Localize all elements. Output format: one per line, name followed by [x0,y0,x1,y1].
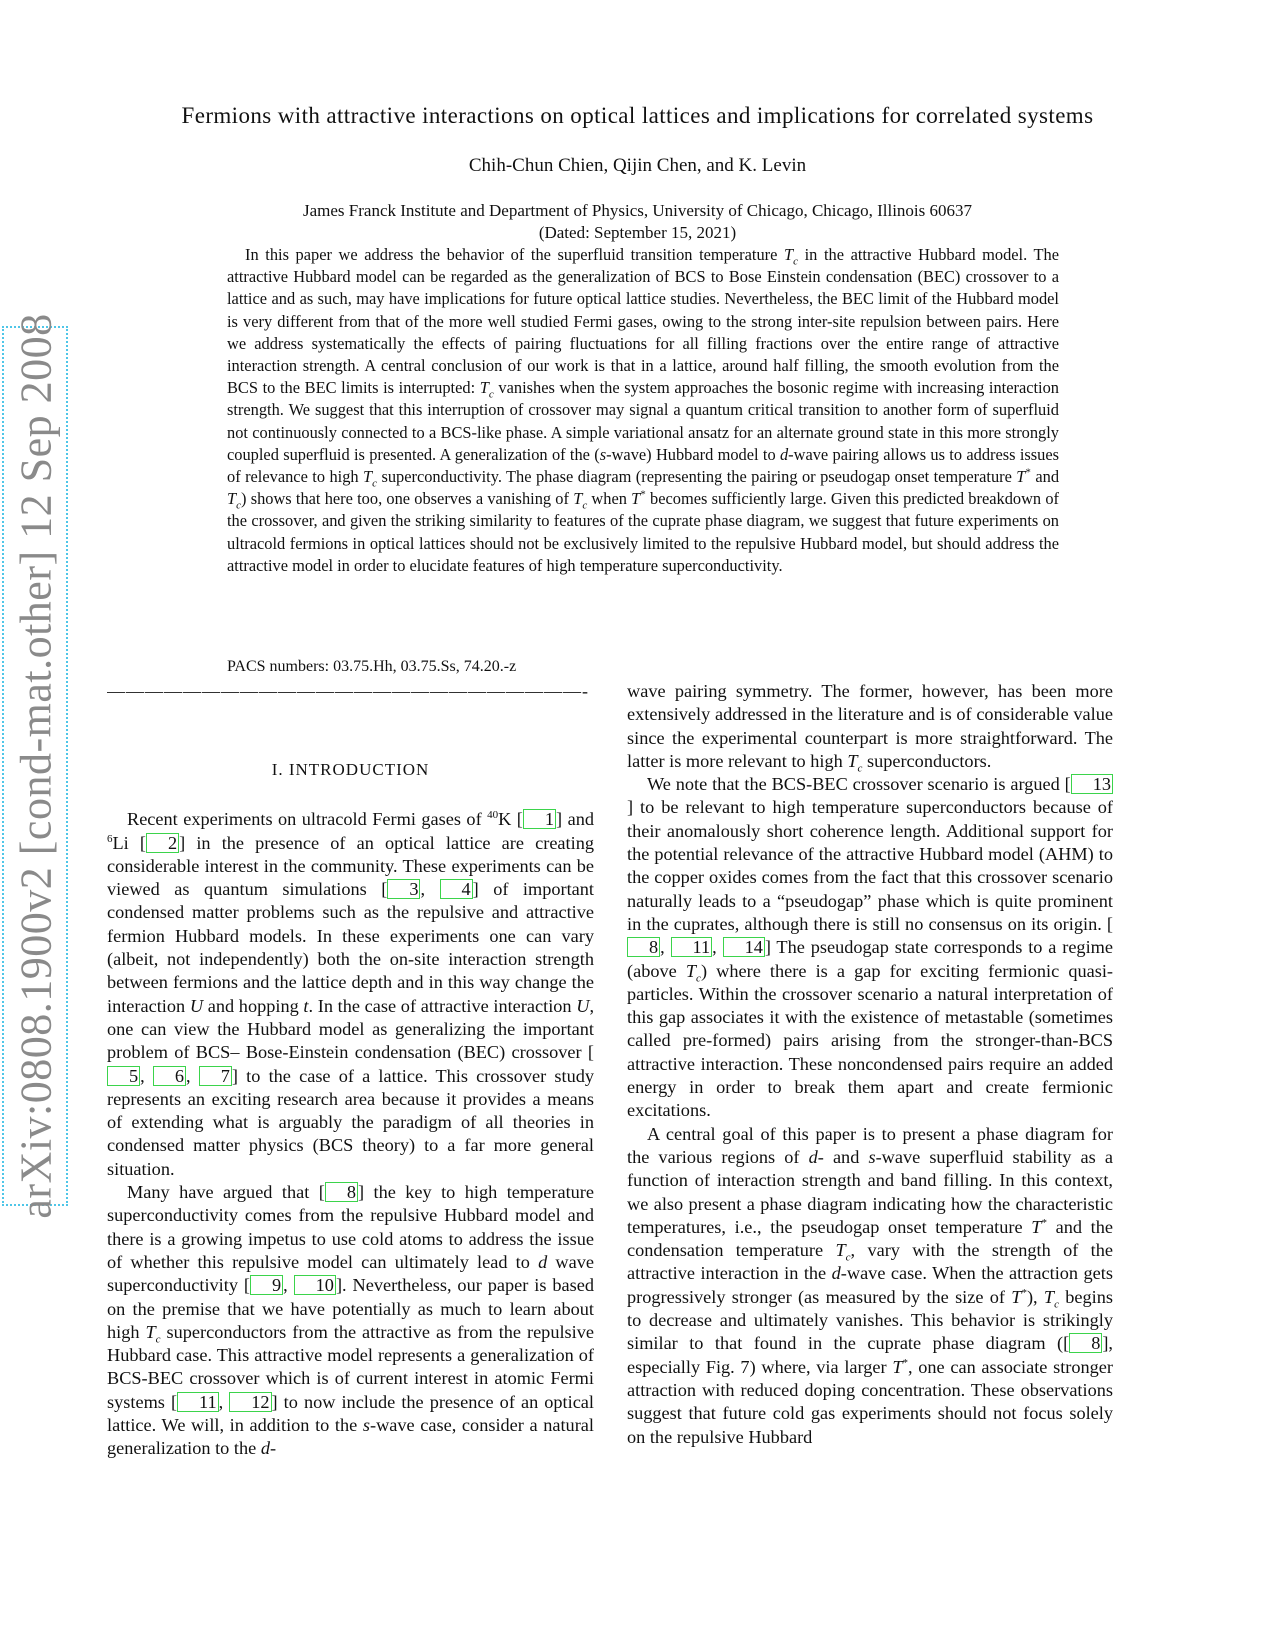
right-column [627,680,1113,1449]
citation-link[interactable]: 8 [1069,1333,1102,1353]
pacs-numbers: PACS numbers: 03.75.Hh, 03.75.Ss, 74.20.-z [227,658,517,675]
intro-paragraph-3: We note that the BCS-BEC crossover scenario is argued [ 13] to be relevant to high temperature superconductors because of their anomalously short coherence length. Additional support for the potential relevance of the attractive Hubbard model (AHM) to the copper oxides comes from the fact that this crossover scenario naturally leads to a “pseudogap” phase which is quite prominent in the cuprates, although there is still no consensus on its origin. [8 , 11 , 14 ] The pseudogap state corresponds to a regime (above $T_c$) where there is a gap for exciting fermionic quasi-particles. Within the crossover scenario a natural interpretation of this gap associates it with the existence of metastable (sometimes called pre-formed) pairs arising from the stronger-than-BCS attractive interaction. These noncondensed pairs require an added energy in order to break them apart and create fermionic excitations. [627,774,1114,1121]
citation-link[interactable]: 8 [627,937,660,957]
citation-link[interactable]: 11 [671,937,713,957]
separator-rule: —————————————————————————- [107,681,589,701]
citation-link[interactable]: 14 [723,937,765,957]
dated: (Dated: September 15, 2021) [538,223,737,242]
affiliation-block [0,200,1275,244]
citation-link[interactable]: 13 [1071,774,1113,794]
citation-link[interactable]: 12 [229,1392,271,1412]
citation-link[interactable]: 9 [250,1275,283,1295]
abstract [227,244,1059,577]
intro-paragraph-4: A central goal of this paper is to present a phase diagram for the various regions of d- and s-wave superfluid stability as a function of interaction strength and band filling. In this context, we also present a phase diagram indicating how the characteristic temperatures, i.e., the pseudogap onset temperature T* and the condensation temperature $T_c$, vary with the strength of the attractive interaction in the d-wave case. When the attraction gets progressively stronger (as measured by the size of T*), $T_c$ begins to decrease and ultimately vanishes. This behavior is strikingly similar to that found in the cuprate phase diagram ([ 8 ], especially Fig. 7) where, via larger T*, one can associate stronger attraction with reduced doping concentration. These observations suggest that future cold gas experiments should not focus solely on the repulsive Hubbard [627,1123,1113,1447]
citation-link[interactable]: 1 [523,809,556,829]
intro-paragraph-continued: wave pairing symmetry. The former, however, has been more extensively addressed in the literature and is of considerable value since the experimental counterpart is more straightforward. The latter is more relevant to high $T_c$ superconductors. [627,681,1113,775]
citation-link[interactable]: 4 [440,879,473,899]
arxiv-stamp [0,0,80,1650]
citation-link[interactable]: 11 [177,1392,219,1412]
paper-title: Fermions with attractive interactions on optical lattices and implications for correlated systems [181,103,1094,128]
citation-link[interactable]: 5 [107,1066,140,1086]
intro-paragraph-2: Many have argued that [ 8 ] the key to high temperature superconductivity comes from the repulsive Hubbard model and there is a growing impetus to use cold atoms to address the issue of whether this repulsive model can ultimately lead to d wave superconductivity [ 9 , 10 ]. Nevertheless, our paper is based on the premise that we have potentially as much to learn about high $T_c$ superconductors from the attractive as from the repulsive Hubbard case. This attractive model represents a generalization of BCS-BEC crossover which is of current interest in atomic Fermi systems [ 11 , 12 ] to now include the presence of an optical lattice. We will, in addition to the s-wave case, consider a natural generalization to the d- [107,1182,595,1459]
section-heading: I. INTRODUCTION [271,760,430,779]
left-column [107,680,594,1461]
intro-paragraph-1: Recent experiments on ultracold Fermi gases of $^{40}$K [ 1 ] and $^6$Li [ 2 ] in the presence of an optical lattice are creating considerable interest in the community. These experiments can be viewed as quantum simulations [ 3 , 4 ] of important condensed matter problems such as the repulsive and attractive fermion Hubbard models. In these experiments one can vary (albeit, not independently) both the on-site interaction strength between fermions and the lattice depth and in this way change the interaction U and hopping t. In the case of attractive interaction U, one can view the Hubbard model as generalizing the important problem of BCS– Bose-Einstein condensation (BEC) crossover [5 , 6 , 7 ] to the case of a lattice. This crossover study represents an exciting research area because it provides a means of extending what is arguably the paradigm of all theories in condensed matter physics (BCS theory) to a far more general situation. [107,809,595,1179]
arxiv-id: arXiv:0808.1900v2 [cond-mat.other] 12 Sep 2008 [11,313,61,1219]
citation-link[interactable]: 6 [153,1066,186,1086]
citation-link[interactable]: 8 [325,1182,358,1202]
citation-link[interactable]: 10 [294,1275,336,1295]
citation-link[interactable]: 7 [199,1066,232,1086]
paper-authors: Chih-Chun Chien, Qijin Chen, and K. Levin [468,155,807,176]
citation-link[interactable]: 2 [146,833,179,853]
citation-link[interactable]: 3 [387,879,420,899]
affiliation: James Franck Institute and Department of Physics, University of Chicago, Chicago, Illinois 60637 [302,201,973,220]
abstract-paragraph: In this paper we address the behavior of the superfluid transition temperature $T_c$ in the attractive Hubbard model. The attractive Hubbard model can be regarded as the generalization of BCS to Bose Einstein condensation (BEC) crossover to a lattice and as such, may have implications for future optical lattice studies. Nevertheless, the BEC limit of the Hubbard model is very different from that of the more well studied Fermi gases, owing to the strong inter-site repulsion between pairs. Here we address systematically the effects of pairing fluctuations for all filling fractions over the entire range of attractive interaction strength. A central conclusion of our work is that in a lattice, around half filling, the smooth evolution from the BCS to the BEC limits is interrupted: $T_c$ vanishes when the system approaches the bosonic regime with increasing interaction strength. We suggest that this interruption of crossover may signal a quantum critical transition to another form of superfluid not continuously connected to a BCS-like phase. A simple variational ansatz for an alternate ground state in this more strongly coupled superfluid is presented. A generalization of the (s-wave) Hubbard model to d-wave pairing allows us to address issues of relevance to high $T_c$ superconductivity. The phase diagram (representing the pairing or pseudogap onset temperature T* and $T_c$) shows that here too, one observes a vanishing of $T_c$ when T* becomes sufficiently large. Given this predicted breakdown of the crossover, and given the striking similarity to features of the cuprate phase diagram, we suggest that future experiments on ultracold fermions in optical lattices should not be exclusively limited to the repulsive Hubbard model, but should address the attractive model in order to elucidate features of high temperature superconductivity. [227,245,1060,575]
